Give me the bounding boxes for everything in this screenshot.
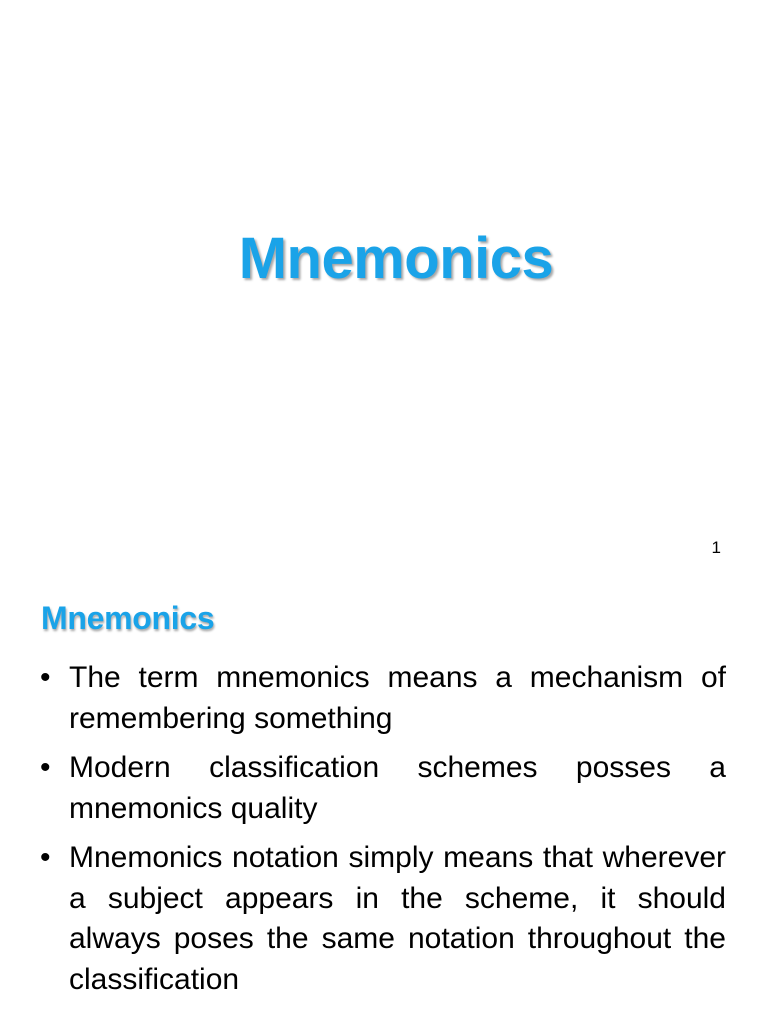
bullet-text: The term mnemonics means a mechanism of remembering something xyxy=(69,661,726,735)
bullet-text: Mnemonics notation simply means that wherever a subject appears in the scheme, it should always poses the same notation throughout the classification xyxy=(69,841,726,996)
bullet-marker: • xyxy=(40,751,51,784)
bullet-item xyxy=(36,658,726,739)
content-slide xyxy=(0,576,768,1024)
bullet-text: Modern classification schemes posses a mnemonics quality xyxy=(69,751,726,825)
content-slide-title: Mnemonics xyxy=(41,600,215,636)
page-number: 1 xyxy=(711,538,721,557)
bullet-item xyxy=(36,748,726,829)
bullet-marker: • xyxy=(40,661,51,694)
bullet-item xyxy=(36,838,726,1000)
slide-title: Mnemonics xyxy=(238,226,554,291)
bullet-marker: • xyxy=(40,841,51,874)
bullet-list xyxy=(36,658,726,1009)
